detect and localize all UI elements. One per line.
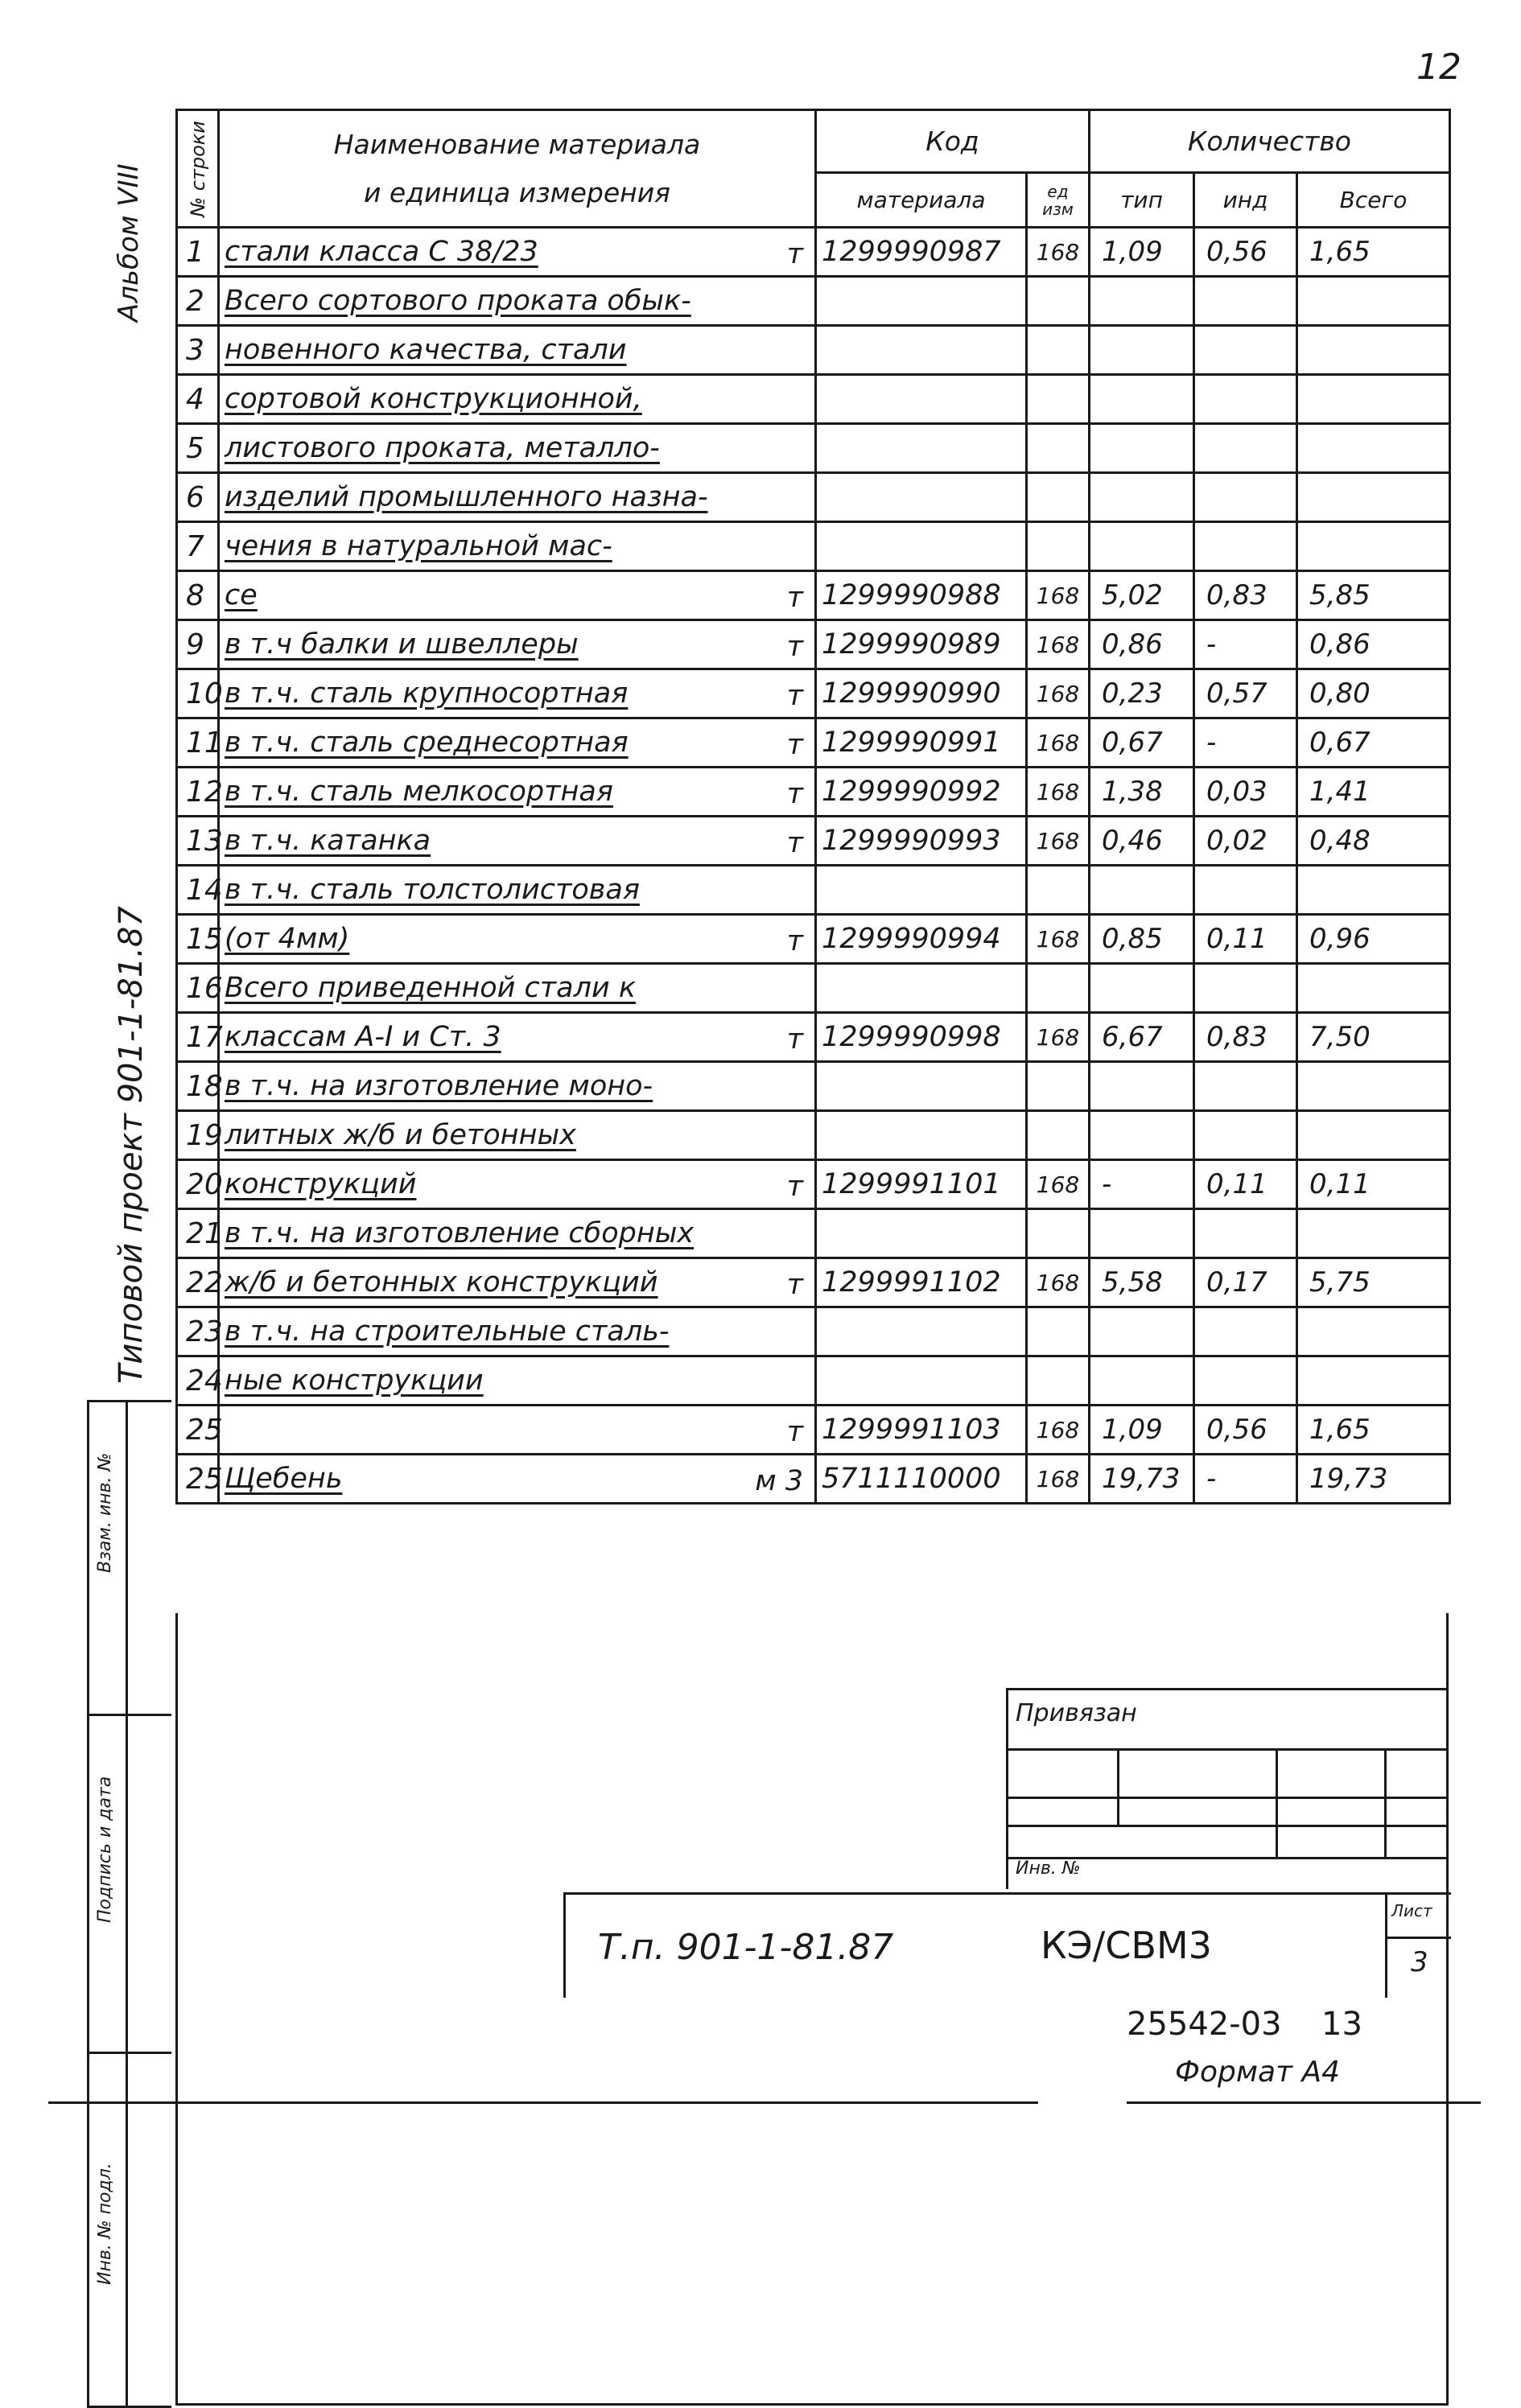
row-name-text: изделий промышленного назна-	[225, 481, 708, 513]
row-unit-code	[1027, 522, 1090, 571]
row-code	[816, 277, 1027, 326]
row-qty-total: 0,80	[1297, 669, 1450, 718]
row-qty-ind	[1194, 326, 1297, 375]
row-qty-tip: 0,23	[1090, 669, 1194, 718]
row-qty-tip: 19,73	[1090, 1455, 1194, 1504]
table-row	[177, 915, 1450, 964]
row-unit-code: 168	[1027, 228, 1090, 277]
row-qty-ind: 0,83	[1194, 571, 1297, 620]
row-qty-ind: -	[1194, 1455, 1297, 1504]
row-name	[219, 964, 816, 1013]
row-qty-ind: -	[1194, 620, 1297, 669]
vzam-label: Взам. инв. №	[95, 1452, 115, 1573]
row-qty-total	[1297, 1356, 1450, 1406]
row-qty-ind: 0,11	[1194, 1160, 1297, 1209]
row-qty-tip	[1090, 424, 1194, 473]
row-qty-tip	[1090, 1209, 1194, 1258]
row-name	[219, 1307, 816, 1356]
row-name	[219, 1406, 816, 1455]
row-qty-tip	[1090, 277, 1194, 326]
row-unit-code	[1027, 424, 1090, 473]
row-name-text: в т.ч. на изготовление моно-	[225, 1070, 653, 1102]
row-name	[219, 1062, 816, 1111]
row-code: 1299990989	[816, 620, 1027, 669]
table-row	[177, 1209, 1450, 1258]
row-code: 1299990992	[816, 768, 1027, 817]
table-row	[177, 718, 1450, 768]
row-unit-code: 168	[1027, 1013, 1090, 1062]
row-qty-total	[1297, 866, 1450, 915]
row-qty-total	[1297, 424, 1450, 473]
row-qty-total	[1297, 1209, 1450, 1258]
row-unit-code: 168	[1027, 817, 1090, 866]
row-unit: т	[786, 1171, 803, 1203]
row-number: 3	[177, 326, 219, 375]
table-row	[177, 571, 1450, 620]
row-name-text: сортовой конструкционной,	[225, 383, 642, 415]
row-unit: т	[786, 778, 803, 810]
row-number: 25	[177, 1455, 219, 1504]
format-label: Формат А4	[1175, 2056, 1341, 2089]
row-qty-tip	[1090, 866, 1194, 915]
row-name	[219, 817, 816, 866]
title-block	[563, 1892, 1451, 1998]
row-qty-total	[1297, 1111, 1450, 1160]
row-qty-ind	[1194, 866, 1297, 915]
row-qty-total: 7,50	[1297, 1013, 1450, 1062]
row-name	[219, 1160, 816, 1209]
row-qty-ind	[1194, 1111, 1297, 1160]
table-row	[177, 326, 1450, 375]
header-qty-total: Всего	[1297, 173, 1450, 228]
row-qty-tip: 0,86	[1090, 620, 1194, 669]
frame-bottom	[175, 2403, 1449, 2406]
row-qty-total: 5,75	[1297, 1258, 1450, 1307]
header-code: Код	[816, 110, 1090, 173]
row-code: 1299990991	[816, 718, 1027, 768]
row-qty-tip	[1090, 473, 1194, 522]
inv-orig-label: Инв. № подл.	[95, 2163, 115, 2285]
row-qty-ind: -	[1194, 718, 1297, 768]
row-qty-total: 5,85	[1297, 571, 1450, 620]
table-row	[177, 1160, 1450, 1209]
row-code	[816, 1356, 1027, 1406]
row-unit: т	[786, 1023, 803, 1056]
row-qty-tip	[1090, 1062, 1194, 1111]
row-name-text: в т.ч. сталь среднесортная	[225, 727, 629, 759]
row-qty-ind	[1194, 375, 1297, 424]
row-qty-total: 0,86	[1297, 620, 1450, 669]
row-number: 24	[177, 1356, 219, 1406]
row-number: 9	[177, 620, 219, 669]
table-row	[177, 866, 1450, 915]
row-number: 11	[177, 718, 219, 768]
row-unit: т	[786, 1416, 803, 1448]
row-unit-code	[1027, 1209, 1090, 1258]
row-name-text: се	[225, 579, 258, 611]
row-unit-code: 168	[1027, 768, 1090, 817]
row-code	[816, 424, 1027, 473]
row-qty-ind	[1194, 473, 1297, 522]
frame-left	[175, 1613, 178, 2406]
table-row	[177, 228, 1450, 277]
row-name	[219, 1209, 816, 1258]
row-number: 12	[177, 768, 219, 817]
row-unit-code	[1027, 375, 1090, 424]
row-unit-code: 168	[1027, 620, 1090, 669]
row-name	[219, 1455, 816, 1504]
header-qty-tip: тип	[1090, 173, 1194, 228]
row-name	[219, 1258, 816, 1307]
row-qty-total	[1297, 522, 1450, 571]
row-unit-code	[1027, 866, 1090, 915]
header-code-unit: ед изм	[1027, 173, 1090, 228]
row-code: 1299990998	[816, 1013, 1027, 1062]
row-number: 17	[177, 1013, 219, 1062]
row-qty-total: 1,65	[1297, 1406, 1450, 1455]
row-name-text: Всего приведенной стали к	[225, 972, 636, 1004]
row-name-text: новенного качества, стали	[225, 334, 627, 366]
row-name	[219, 669, 816, 718]
row-name-text: ные конструкции	[225, 1365, 484, 1397]
row-number: 14	[177, 866, 219, 915]
row-qty-tip: 6,67	[1090, 1013, 1194, 1062]
row-qty-total	[1297, 326, 1450, 375]
margin-stamp	[87, 1400, 171, 2406]
row-unit-code: 168	[1027, 1160, 1090, 1209]
row-name	[219, 1356, 816, 1406]
row-qty-total: 0,67	[1297, 718, 1450, 768]
row-qty-ind	[1194, 964, 1297, 1013]
row-number: 4	[177, 375, 219, 424]
row-code	[816, 964, 1027, 1013]
row-qty-total	[1297, 964, 1450, 1013]
row-number: 8	[177, 571, 219, 620]
row-name	[219, 277, 816, 326]
row-unit-code: 168	[1027, 669, 1090, 718]
album-label: Альбом VIII	[113, 163, 145, 322]
table-row	[177, 1455, 1450, 1504]
row-qty-ind	[1194, 522, 1297, 571]
row-name	[219, 866, 816, 915]
row-code: 1299990988	[816, 571, 1027, 620]
row-qty-tip: 0,67	[1090, 718, 1194, 768]
table-row	[177, 473, 1450, 522]
binding-stamp	[1006, 1688, 1449, 1887]
row-qty-ind	[1194, 1209, 1297, 1258]
row-name	[219, 424, 816, 473]
row-name-text: Щебень	[225, 1463, 343, 1495]
row-qty-ind: 0,11	[1194, 915, 1297, 964]
row-code: 1299990993	[816, 817, 1027, 866]
row-qty-total	[1297, 1062, 1450, 1111]
row-name-text: в т.ч. сталь крупносортная	[225, 677, 629, 710]
table-row	[177, 620, 1450, 669]
row-qty-ind: 0,56	[1194, 1406, 1297, 1455]
row-qty-tip	[1090, 964, 1194, 1013]
table-row	[177, 1062, 1450, 1111]
row-name	[219, 326, 816, 375]
row-qty-total	[1297, 277, 1450, 326]
row-number: 19	[177, 1111, 219, 1160]
header-qty-ind: инд	[1194, 173, 1297, 228]
archive-sheet: 13	[1321, 2006, 1362, 2043]
row-number: 5	[177, 424, 219, 473]
row-number: 15	[177, 915, 219, 964]
row-name-text: листового проката, металло-	[225, 432, 660, 464]
row-name	[219, 1111, 816, 1160]
row-qty-total: 0,48	[1297, 817, 1450, 866]
row-code: 5711110000	[816, 1455, 1027, 1504]
table-row	[177, 669, 1450, 718]
row-number: 23	[177, 1307, 219, 1356]
row-name-text: литных ж/б и бетонных	[225, 1119, 576, 1151]
row-unit-code	[1027, 1111, 1090, 1160]
row-unit: т	[786, 631, 803, 663]
row-unit-code: 168	[1027, 1455, 1090, 1504]
row-name	[219, 718, 816, 768]
row-name-text: стали класса С 38/23	[225, 236, 538, 268]
row-qty-tip	[1090, 326, 1194, 375]
header-row	[177, 110, 1450, 173]
header-rownum: № строки	[177, 110, 219, 228]
row-name-text: в т.ч. катанка	[225, 825, 431, 857]
row-unit-code	[1027, 964, 1090, 1013]
row-qty-tip	[1090, 375, 1194, 424]
row-qty-ind	[1194, 1356, 1297, 1406]
table-row	[177, 1111, 1450, 1160]
row-unit-code: 168	[1027, 915, 1090, 964]
row-code	[816, 1062, 1027, 1111]
row-code: 1299990987	[816, 228, 1027, 277]
row-qty-total: 1,65	[1297, 228, 1450, 277]
row-name-text: конструкций	[225, 1168, 417, 1200]
row-code: 1299990994	[816, 915, 1027, 964]
row-unit-code	[1027, 277, 1090, 326]
table-row	[177, 817, 1450, 866]
table-row	[177, 1406, 1450, 1455]
row-unit: т	[786, 1269, 803, 1301]
row-qty-ind	[1194, 1062, 1297, 1111]
row-name	[219, 620, 816, 669]
materials-table	[175, 109, 1451, 1504]
table-row	[177, 424, 1450, 473]
drawing-mark: КЭ/СВМ3	[1041, 1924, 1212, 1967]
row-name	[219, 522, 816, 571]
row-name	[219, 375, 816, 424]
row-number: 7	[177, 522, 219, 571]
row-qty-ind: 0,57	[1194, 669, 1297, 718]
row-qty-tip	[1090, 1111, 1194, 1160]
row-number: 18	[177, 1062, 219, 1111]
row-qty-tip: 1,09	[1090, 1406, 1194, 1455]
row-qty-ind	[1194, 424, 1297, 473]
sheet-label: Лист	[1391, 1901, 1432, 1920]
row-qty-total: 19,73	[1297, 1455, 1450, 1504]
page-number: 12	[1416, 47, 1461, 88]
row-unit: т	[786, 925, 803, 957]
table-row	[177, 1307, 1450, 1356]
privyazan-label: Привязан	[1016, 1699, 1137, 1727]
row-name	[219, 768, 816, 817]
row-unit-code	[1027, 1307, 1090, 1356]
archive-number: 25542-03	[1127, 2006, 1282, 2043]
row-number: 6	[177, 473, 219, 522]
row-qty-ind	[1194, 1307, 1297, 1356]
row-qty-total	[1297, 1307, 1450, 1356]
row-code	[816, 375, 1027, 424]
row-qty-tip	[1090, 1307, 1194, 1356]
row-name-text: ж/б и бетонных конструкций	[225, 1266, 658, 1299]
row-unit: м 3	[755, 1465, 803, 1497]
row-qty-total: 0,96	[1297, 915, 1450, 964]
row-qty-tip	[1090, 522, 1194, 571]
row-number: 10	[177, 669, 219, 718]
row-code	[816, 473, 1027, 522]
table-row	[177, 1258, 1450, 1307]
header-quantity: Количество	[1090, 110, 1450, 173]
row-unit-code: 168	[1027, 718, 1090, 768]
row-qty-tip: -	[1090, 1160, 1194, 1209]
row-number: 1	[177, 228, 219, 277]
row-name	[219, 1013, 816, 1062]
row-code: 1299991101	[816, 1160, 1027, 1209]
row-unit: т	[786, 238, 803, 270]
table-row	[177, 375, 1450, 424]
row-qty-tip: 5,02	[1090, 571, 1194, 620]
row-qty-total: 1,41	[1297, 768, 1450, 817]
row-number: 20	[177, 1160, 219, 1209]
row-number: 25	[177, 1406, 219, 1455]
row-qty-ind: 0,03	[1194, 768, 1297, 817]
footer-rule-right	[1127, 2101, 1481, 2104]
table-row	[177, 522, 1450, 571]
header-name: Наименование материала и единица измерения	[219, 110, 816, 228]
row-number: 2	[177, 277, 219, 326]
table-row	[177, 1013, 1450, 1062]
row-code: 1299991103	[816, 1406, 1027, 1455]
row-name-text: в т.ч. на строительные сталь-	[225, 1315, 670, 1348]
row-unit-code: 168	[1027, 1258, 1090, 1307]
row-qty-tip: 0,46	[1090, 817, 1194, 866]
row-qty-ind: 0,56	[1194, 228, 1297, 277]
row-unit-code	[1027, 1356, 1090, 1406]
row-unit: т	[786, 582, 803, 614]
row-name	[219, 571, 816, 620]
row-qty-tip: 5,58	[1090, 1258, 1194, 1307]
row-code	[816, 1307, 1027, 1356]
row-name-text: чения в натуральной мас-	[225, 530, 612, 562]
row-qty-tip: 1,09	[1090, 228, 1194, 277]
row-name-text: в т.ч. на изготовление сборных	[225, 1217, 695, 1249]
row-qty-ind	[1194, 277, 1297, 326]
row-unit-code	[1027, 473, 1090, 522]
row-number: 22	[177, 1258, 219, 1307]
row-code	[816, 326, 1027, 375]
row-number: 16	[177, 964, 219, 1013]
row-qty-tip: 0,85	[1090, 915, 1194, 964]
row-qty-total	[1297, 375, 1450, 424]
row-name	[219, 915, 816, 964]
row-unit-code	[1027, 326, 1090, 375]
row-qty-total: 0,11	[1297, 1160, 1450, 1209]
footer-rule-left	[48, 2101, 1038, 2104]
row-name-text: Всего сортового проката обык-	[225, 285, 691, 317]
row-name	[219, 228, 816, 277]
row-code: 1299991102	[816, 1258, 1027, 1307]
table-row	[177, 964, 1450, 1013]
row-qty-ind: 0,17	[1194, 1258, 1297, 1307]
row-qty-ind: 0,02	[1194, 817, 1297, 866]
row-code	[816, 1111, 1027, 1160]
row-unit-code	[1027, 1062, 1090, 1111]
sign-date-label: Подпись и дата	[95, 1776, 115, 1923]
row-code: 1299990990	[816, 669, 1027, 718]
row-qty-total	[1297, 473, 1450, 522]
table-row	[177, 277, 1450, 326]
doc-code: Т.п. 901-1-81.87	[598, 1927, 894, 1968]
row-code	[816, 522, 1027, 571]
row-number: 13	[177, 817, 219, 866]
row-code	[816, 1209, 1027, 1258]
row-name-text: в т.ч балки и швеллеры	[225, 628, 579, 661]
row-unit: т	[786, 680, 803, 712]
row-unit: т	[786, 729, 803, 761]
row-name-text: в т.ч. сталь толстолистовая	[225, 874, 640, 906]
row-number: 21	[177, 1209, 219, 1258]
row-code	[816, 866, 1027, 915]
row-name-text: в т.ч. сталь мелкосортная	[225, 776, 613, 808]
row-qty-tip: 1,38	[1090, 768, 1194, 817]
row-unit-code: 168	[1027, 1406, 1090, 1455]
table-row	[177, 768, 1450, 817]
row-unit-code: 168	[1027, 571, 1090, 620]
inv-no-label: Инв. №	[1016, 1858, 1081, 1879]
row-qty-tip	[1090, 1356, 1194, 1406]
row-name-text: (от 4мм)	[225, 923, 350, 955]
project-label: Типовой проект 901-1-81.87	[113, 906, 150, 1384]
row-unit: т	[786, 827, 803, 859]
row-qty-ind: 0,83	[1194, 1013, 1297, 1062]
row-name	[219, 473, 816, 522]
table-row	[177, 1356, 1450, 1406]
header-code-material: материала	[816, 173, 1027, 228]
sheet-number: 3	[1411, 1946, 1428, 1978]
row-name-text: классам А-I и Ст. 3	[225, 1021, 501, 1053]
